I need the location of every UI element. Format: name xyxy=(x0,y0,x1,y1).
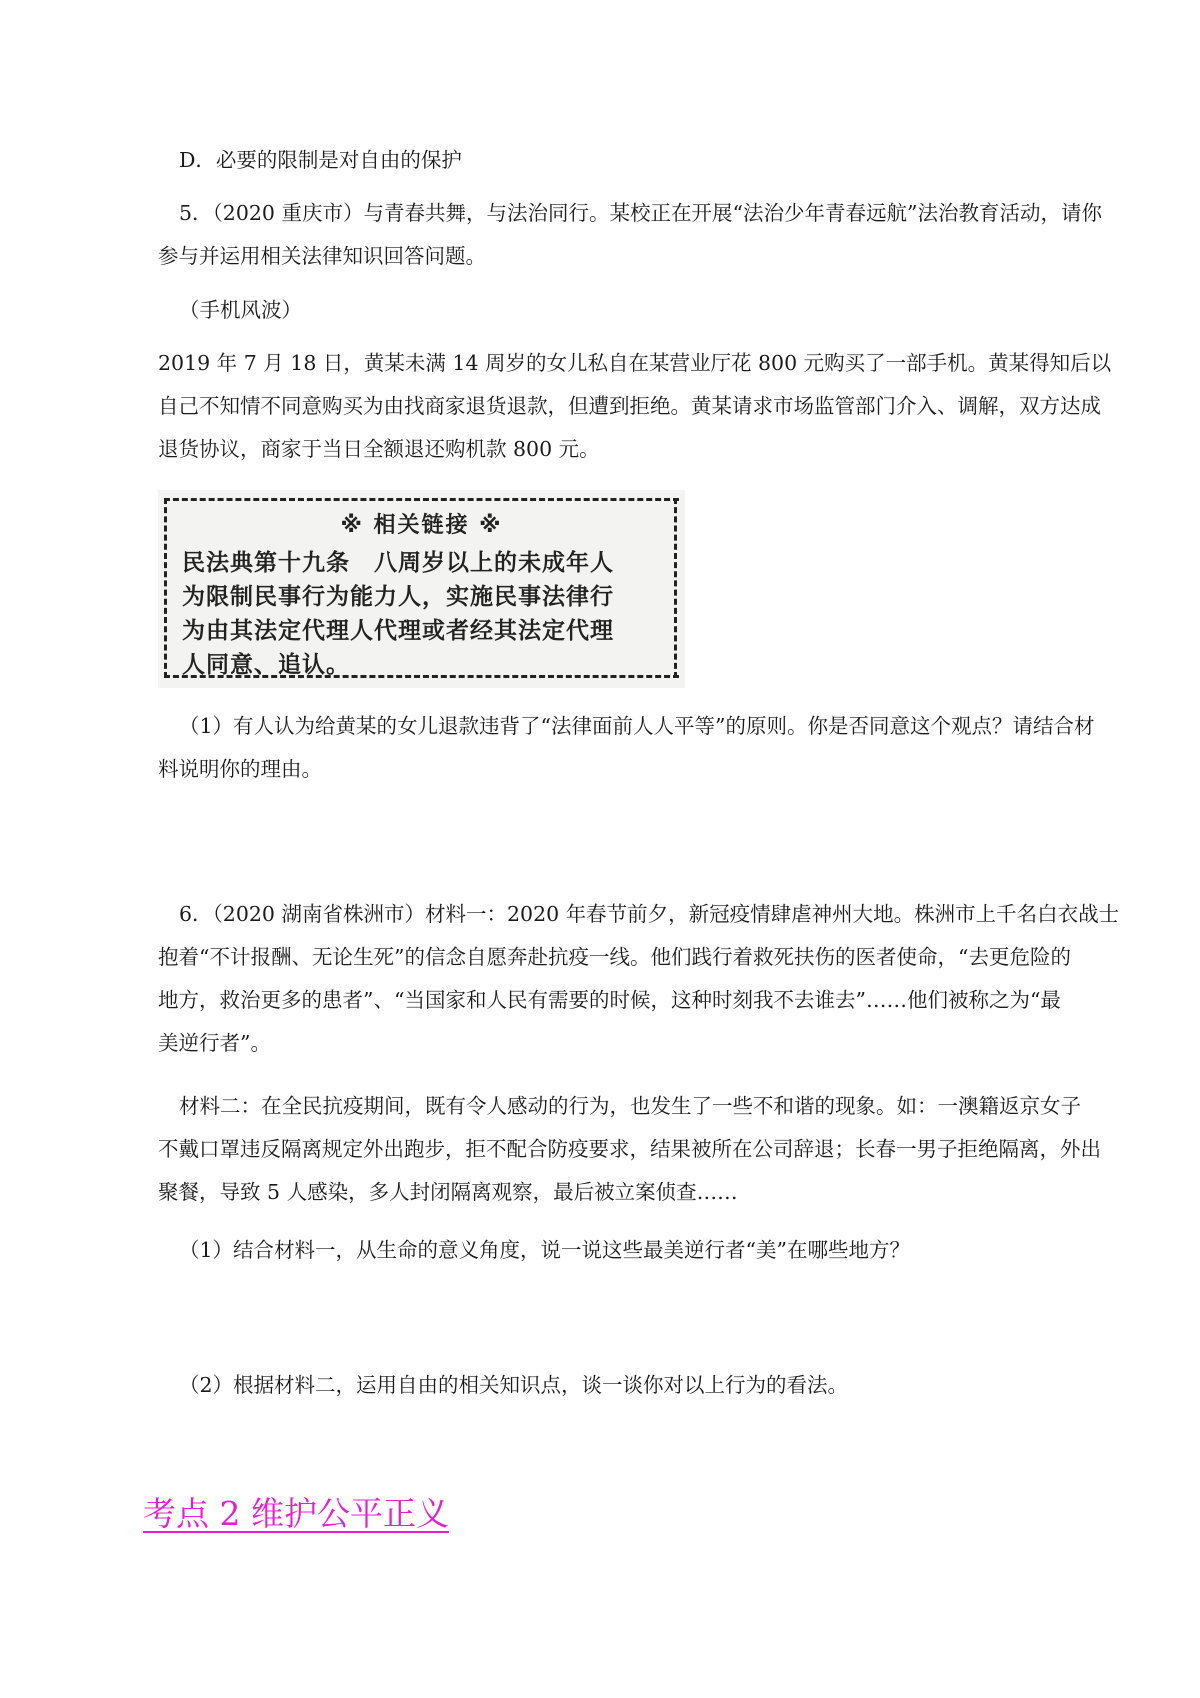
q6-material-1-line-4: 美逆行者”。 xyxy=(158,1031,271,1055)
q4-option-d xyxy=(158,139,1103,182)
article-line-3: 为由其法定代理人代理或者经其法定代理 xyxy=(182,618,614,644)
related-link-box xyxy=(158,490,685,688)
q5-question-1-line-2: 料说明你的理由。 xyxy=(158,757,322,781)
q6-material-2-line-1: 材料二：在全民抗疫期间，既有令人感动的行为，也发生了一些不和谐的现象。如：一澳籍返京女子 xyxy=(179,1094,1081,1118)
q5-intro-line-1: 5．（2020 重庆市）与青春共舞，与法治同行。某校正在开展“法治少年青春远航”法治教育活动，请你 xyxy=(179,201,1102,225)
q6-question-1-text: （1）结合材料一，从生命的意义角度，说一说这些最美逆行者“美”在哪些地方？ xyxy=(179,1238,911,1262)
q6-material-1-line-3: 地方，救治更多的患者”、“当国家和人民有需要的时候，这种时刻我不去谁去”……他们被称之为“最 xyxy=(158,988,1061,1012)
q6-material-2-line-3: 聚餐，导致 5 人感染，多人封闭隔离观察，最后被立案侦查…… xyxy=(158,1180,738,1204)
section-heading-link[interactable]: 考点 2 维护公平正义 xyxy=(143,1494,449,1533)
q5-intro-line-2: 参与并运用相关法律知识回答问题。 xyxy=(158,244,486,268)
q5-story-line-1: 2019 年 7 月 18 日，黄某未满 14 周岁的女儿私自在某营业厅花 800 元购买了一部手机。黄某得知后以 xyxy=(158,351,1112,375)
q5-question-1 xyxy=(158,705,1103,791)
related-link-title: ※ 相关链接 ※ xyxy=(340,513,503,538)
q5-intro xyxy=(158,192,1103,278)
article-line-4: 人同意、追认。 xyxy=(182,652,350,678)
q6-material-1-line-1: 6．（2020 湖南省株洲市）材料一：2020 年春节前夕，新冠疫情肆虐神州大地。株洲市上千名白衣战士 xyxy=(179,902,1120,926)
q6-question-2 xyxy=(158,1364,1103,1407)
box-border-top xyxy=(164,498,679,501)
article-line-1: 民法典第十九条 八周岁以上的未成年人 xyxy=(182,550,614,576)
q6-material-2-line-2: 不戴口罩违反隔离规定外出跑步，拒不配合防疫要求，结果被所在公司辞退；长春一男子拒绝隔离，外出 xyxy=(158,1137,1101,1161)
q5-story-line-2: 自己不知情不同意购买为由找商家退货退款，但遭到拒绝。黄某请求市场监管部门介入、调解，双方达成 xyxy=(158,394,1101,418)
q5-story-line-3: 退货协议，商家于当日全额退还购机款 800 元。 xyxy=(158,437,600,461)
civil-code-article-19 xyxy=(182,546,665,682)
q5-story xyxy=(158,342,1112,471)
q6-question-1 xyxy=(158,1229,1103,1272)
q6-question-2-text: （2）根据材料二，运用自由的相关知识点，谈一谈你对以上行为的看法。 xyxy=(179,1373,849,1397)
article-line-2: 为限制民事行为能力人，实施民事法律行 xyxy=(182,584,614,610)
q6-material-1 xyxy=(158,893,1120,1065)
q5-subtitle-text: （手机风波） xyxy=(179,298,302,322)
q5-question-1-line-1: （1）有人认为给黄某的女儿退款违背了“法律面前人人平等”的原则。你是否同意这个观点？请结合材 xyxy=(179,714,1095,738)
q5-subtitle xyxy=(158,289,1103,332)
q4-option-d-text: D．必要的限制是对自由的保护 xyxy=(179,148,462,172)
q6-material-2 xyxy=(158,1085,1103,1214)
q6-material-1-line-2: 抱着“不计报酬、无论生死”的信念自愿奔赴抗疫一线。他们践行着救死扶伤的医者使命，“去更危险的 xyxy=(158,945,1071,969)
